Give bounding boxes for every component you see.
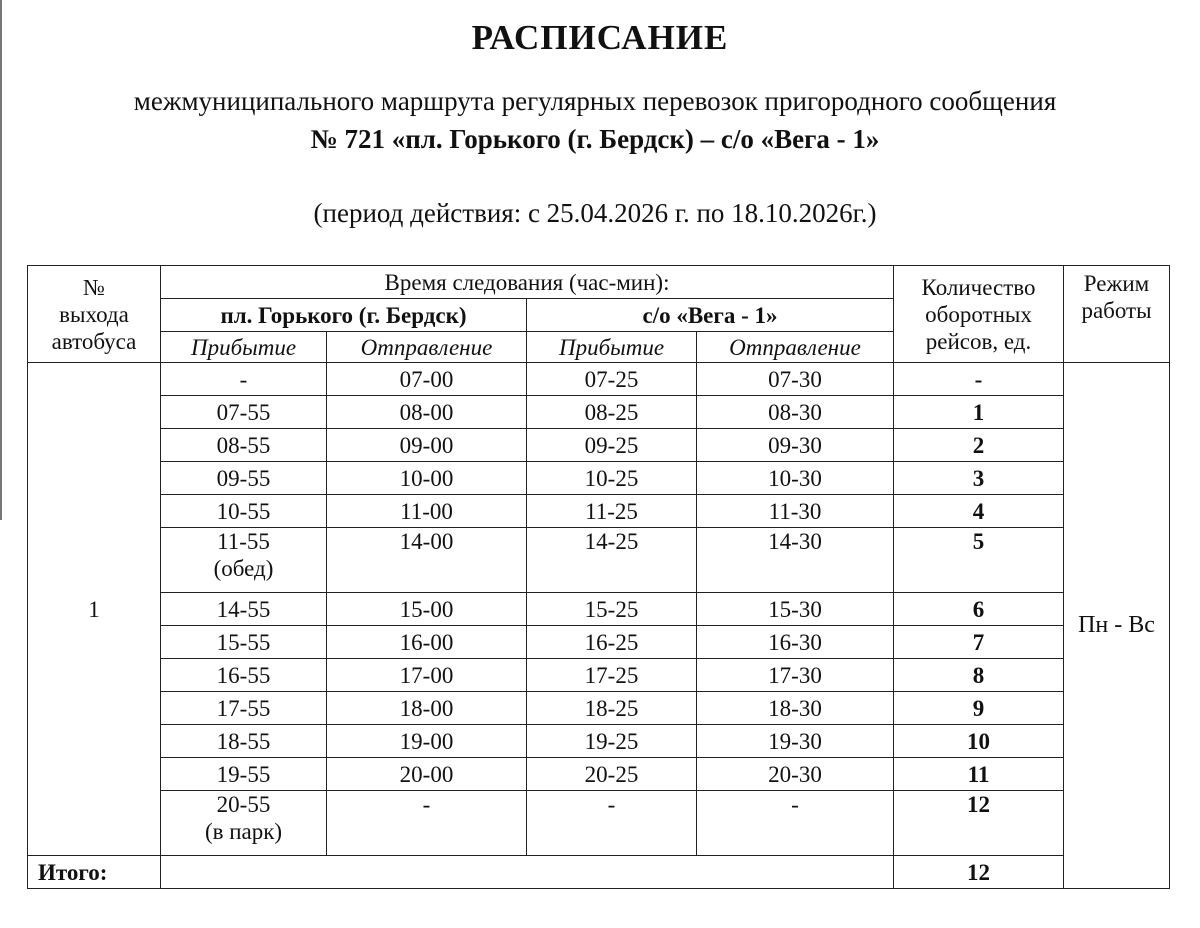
- arrival-b-cell: -: [527, 791, 697, 856]
- header-trips-line-1: Количество: [921, 274, 1036, 300]
- departure-a-cell: 15-00: [327, 593, 527, 626]
- arrival-a-cell: -: [161, 363, 327, 396]
- validity-period: (период действия: с 25.04.2026 г. по 18.10.2026г.): [313, 198, 877, 228]
- arrival-a-cell: 07-55: [161, 396, 327, 429]
- table-row: [28, 692, 1170, 725]
- trips-cell: 6: [894, 593, 1064, 626]
- table-row: [28, 528, 1170, 593]
- arrival-a-cell: 18-55: [161, 725, 327, 758]
- table-row: [28, 725, 1170, 758]
- departure-a-cell: 20-00: [327, 758, 527, 791]
- arrival-a-cell: 08-55: [161, 429, 327, 462]
- departure-b-cell: -: [697, 791, 894, 856]
- table-row: [28, 429, 1170, 462]
- bus-number-cell: 1: [28, 363, 161, 856]
- document-subtitle: межмуниципального маршрута регулярных перевозок пригородного сообщения: [133, 86, 1057, 116]
- header-stop-a: пл. Горького (г. Бердск): [161, 299, 527, 332]
- table-row: [28, 363, 1170, 396]
- departure-b-cell: 08-30: [697, 396, 894, 429]
- header-bus-line-3: автобуса: [51, 328, 137, 354]
- trips-cell: -: [894, 363, 1064, 396]
- table-row: [28, 462, 1170, 495]
- header-bus-line-2: выхода: [59, 301, 129, 327]
- table-row: [28, 495, 1170, 528]
- departure-a-cell: 09-00: [327, 429, 527, 462]
- document-title: РАСПИСАНИЕ: [471, 18, 729, 57]
- departure-b-cell: 17-30: [697, 659, 894, 692]
- arrival-a-cell: [161, 791, 327, 856]
- departure-b-cell: 20-30: [697, 758, 894, 791]
- trips-cell: 12: [894, 791, 1064, 856]
- header-arrival-a: Прибытие: [161, 332, 327, 363]
- arrival-a-time: 20-55: [216, 792, 271, 817]
- table-row: [28, 626, 1170, 659]
- header-departure-a: Отправление: [327, 332, 527, 363]
- arrival-b-cell: 14-25: [527, 528, 697, 593]
- header-bus-line-1: №: [83, 274, 105, 300]
- header-bus-number: [28, 266, 161, 363]
- departure-b-cell: 16-30: [697, 626, 894, 659]
- header-trips-line-2: оборотных: [925, 301, 1032, 327]
- route-name: № 721 «пл. Горького (г. Бердск) – с/о «Вега - 1»: [310, 124, 880, 154]
- departure-a-cell: 18-00: [327, 692, 527, 725]
- arrival-b-cell: 10-25: [527, 462, 697, 495]
- arrival-a-cell: 19-55: [161, 758, 327, 791]
- arrival-b-cell: 07-25: [527, 363, 697, 396]
- header-trips-count: [894, 266, 1064, 363]
- arrival-b-cell: 16-25: [527, 626, 697, 659]
- departure-a-cell: 11-00: [327, 495, 527, 528]
- arrival-a-cell: 14-55: [161, 593, 327, 626]
- trips-cell: 9: [894, 692, 1064, 725]
- departure-a-cell: 17-00: [327, 659, 527, 692]
- departure-b-cell: 10-30: [697, 462, 894, 495]
- departure-b-cell: 11-30: [697, 495, 894, 528]
- departure-a-cell: 14-00: [327, 528, 527, 593]
- arrival-b-cell: 15-25: [527, 593, 697, 626]
- arrival-a-cell: [161, 528, 327, 593]
- departure-b-cell: 14-30: [697, 528, 894, 593]
- header-arrival-b: Прибытие: [527, 332, 697, 363]
- arrival-b-cell: 17-25: [527, 659, 697, 692]
- departure-b-cell: 09-30: [697, 429, 894, 462]
- departure-b-cell: 15-30: [697, 593, 894, 626]
- total-row: [28, 856, 1170, 889]
- arrival-a-cell: 16-55: [161, 659, 327, 692]
- header-mode-line-1: Режим: [1083, 271, 1150, 296]
- header-departure-b: Отправление: [697, 332, 894, 363]
- work-mode-cell: Пн - Вс: [1064, 363, 1170, 889]
- table-row: [28, 791, 1170, 856]
- departure-a-cell: 19-00: [327, 725, 527, 758]
- schedule-table: [27, 265, 1170, 889]
- departure-a-cell: 16-00: [327, 626, 527, 659]
- trips-cell: 11: [894, 758, 1064, 791]
- page-edge-line: [0, 0, 2, 520]
- arrival-a-cell: 09-55: [161, 462, 327, 495]
- header-time-group: Время следования (час-мин):: [161, 266, 894, 299]
- arrival-b-cell: 18-25: [527, 692, 697, 725]
- arrival-b-cell: 08-25: [527, 396, 697, 429]
- departure-a-cell: 07-00: [327, 363, 527, 396]
- arrival-b-cell: 19-25: [527, 725, 697, 758]
- table-row: [28, 758, 1170, 791]
- departure-b-cell: 18-30: [697, 692, 894, 725]
- header-work-mode: [1064, 266, 1170, 363]
- arrival-a-time: 11-55: [217, 529, 270, 554]
- header-mode-line-2: работы: [1081, 298, 1152, 323]
- trips-cell: 1: [894, 396, 1064, 429]
- trips-cell: 4: [894, 495, 1064, 528]
- trips-cell: 8: [894, 659, 1064, 692]
- arrival-b-cell: 11-25: [527, 495, 697, 528]
- trips-cell: 10: [894, 725, 1064, 758]
- departure-a-cell: 10-00: [327, 462, 527, 495]
- table-row: [28, 396, 1170, 429]
- arrival-a-note: (в парк): [204, 819, 283, 844]
- total-trips-cell: 12: [894, 856, 1064, 889]
- trips-cell: 5: [894, 528, 1064, 593]
- trips-cell: 7: [894, 626, 1064, 659]
- header-stop-b: с/о «Вега - 1»: [527, 299, 894, 332]
- arrival-a-cell: 15-55: [161, 626, 327, 659]
- table-row: [28, 659, 1170, 692]
- departure-b-cell: 19-30: [697, 725, 894, 758]
- arrival-a-cell: 10-55: [161, 495, 327, 528]
- arrival-a-cell: 17-55: [161, 692, 327, 725]
- table-row: [28, 593, 1170, 626]
- header-trips-line-3: рейсов, ед.: [925, 328, 1032, 354]
- departure-a-cell: 08-00: [327, 396, 527, 429]
- departure-a-cell: -: [327, 791, 527, 856]
- arrival-a-note: (обед): [213, 556, 274, 581]
- trips-cell: 3: [894, 462, 1064, 495]
- arrival-b-cell: 09-25: [527, 429, 697, 462]
- arrival-b-cell: 20-25: [527, 758, 697, 791]
- total-empty-cell: [161, 856, 894, 889]
- total-label: Итого:: [28, 856, 161, 889]
- departure-b-cell: 07-30: [697, 363, 894, 396]
- trips-cell: 2: [894, 429, 1064, 462]
